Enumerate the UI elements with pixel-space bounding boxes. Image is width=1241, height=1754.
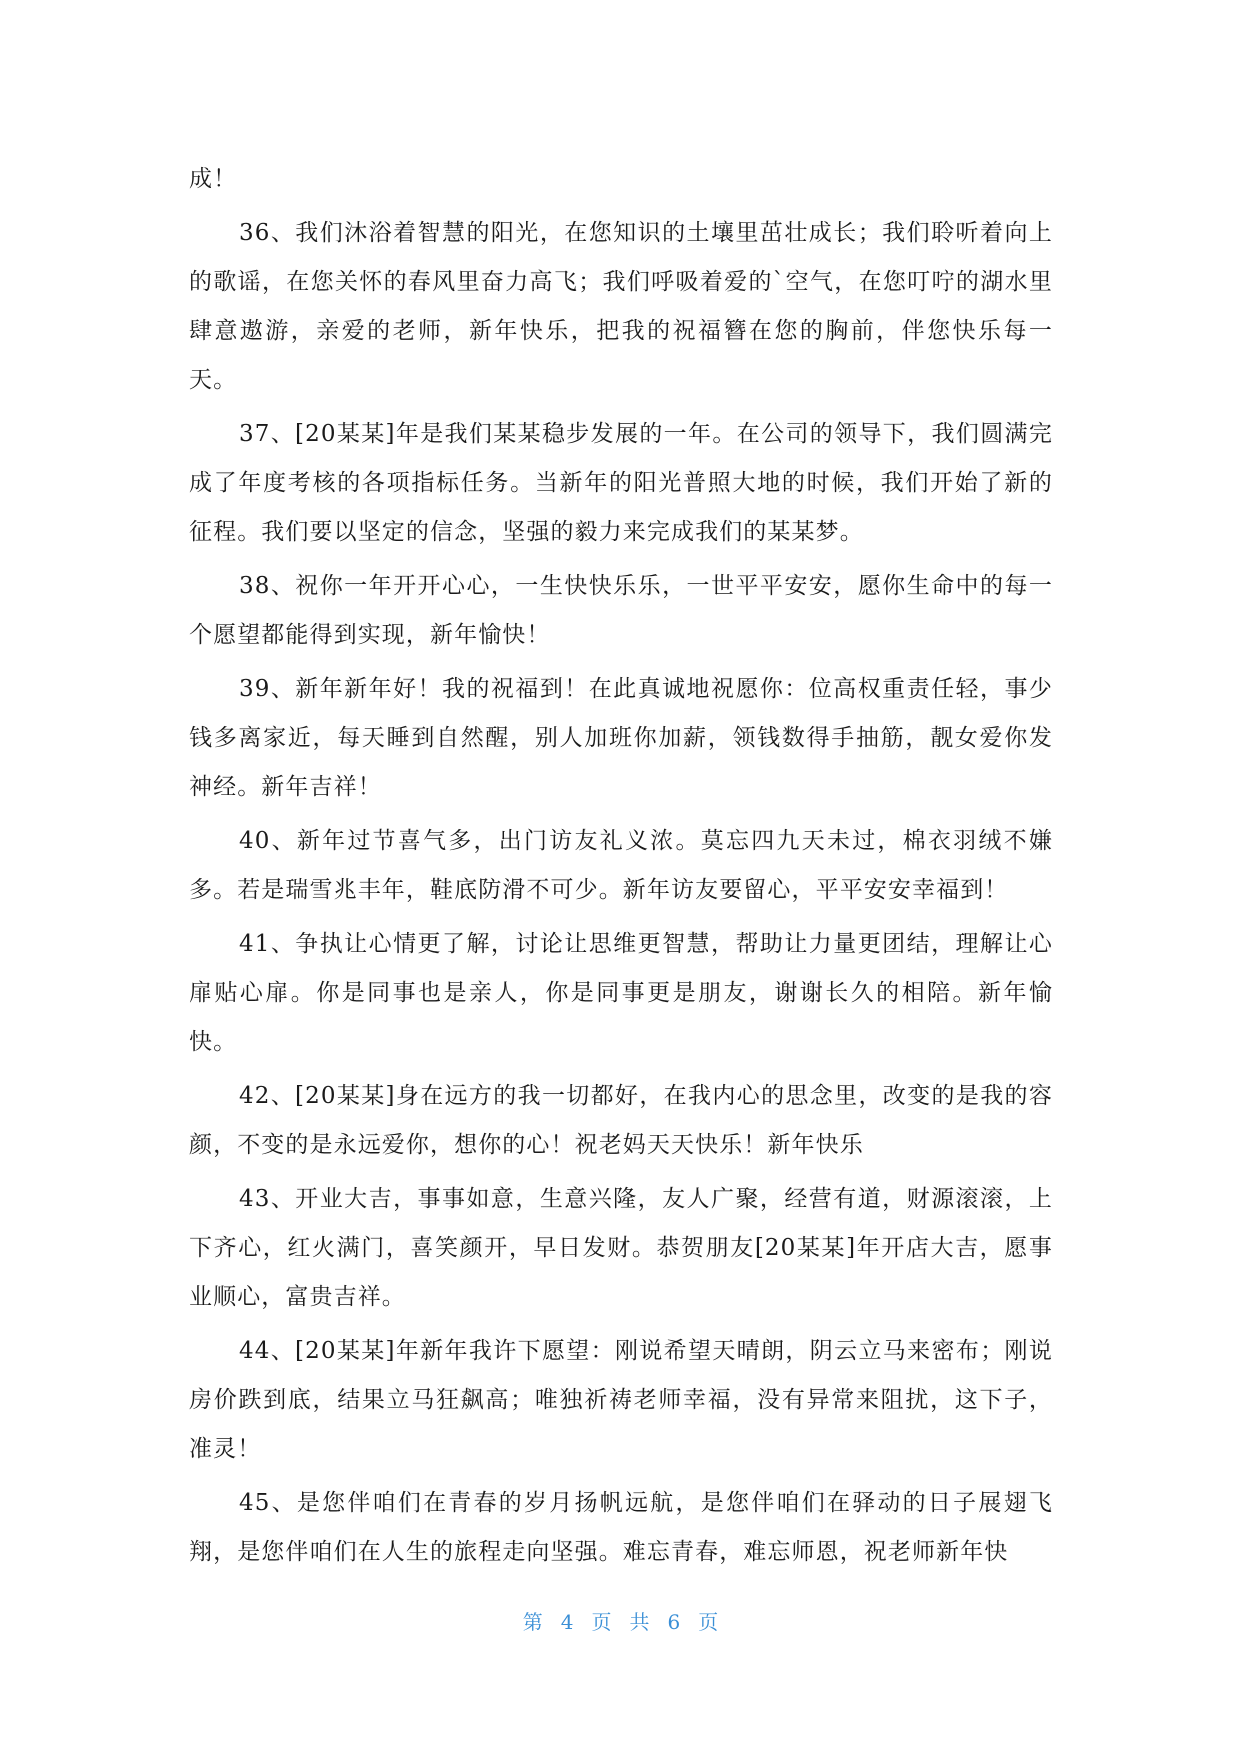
paragraph-37: 37、[20某某]年是我们某某稳步发展的一年。在公司的领导下，我们圆满完成了年度考核的各项指标任务。当新年的阳光普照大地的时候，我们开始了新的征程。我们要以坚定的信念，坚强的毅力来完成我们的某某梦。 <box>189 421 1053 545</box>
footer-label-di: 第 <box>522 1610 543 1634</box>
paragraph-41: 41、争执让心情更了解，讨论让思维更智慧，帮助让力量更团结，理解让心扉贴心扉。你是同事也是亲人，你是同事更是朋友，谢谢长久的相陪。新年愉快。 <box>189 931 1053 1055</box>
paragraph-continuation: 成！ <box>189 166 238 192</box>
footer-current-page: 4 <box>560 1610 574 1634</box>
footer-label-gong: 共 <box>629 1610 650 1634</box>
footer-label-ye: 页 <box>591 1610 612 1634</box>
paragraph-38: 38、祝你一年开开心心，一生快快乐乐，一世平平安安，愿你生命中的每一个愿望都能得到实现，新年愉快！ <box>189 573 1053 648</box>
document-body <box>189 155 1053 1582</box>
footer-label-ye-2: 页 <box>698 1610 719 1634</box>
paragraph-43: 43、开业大吉，事事如意，生意兴隆，友人广聚，经营有道，财源滚滚，上下齐心，红火满门，喜笑颜开，早日发财。恭贺朋友[20某某]年开店大吉，愿事业顺心，富贵吉祥。 <box>189 1186 1053 1310</box>
paragraph-42: 42、[20某某]身在远方的我一切都好，在我内心的思念里，改变的是我的容颜，不变的是永远爱你，想你的心！祝老妈天天快乐！新年快乐 <box>189 1083 1053 1158</box>
paragraph-40: 40、新年过节喜气多，出门访友礼义浓。莫忘四九天未过，棉衣羽绒不嫌多。若是瑞雪兆丰年，鞋底防滑不可少。新年访友要留心，平平安安幸福到！ <box>189 828 1053 903</box>
page-number-footer <box>0 1606 1241 1635</box>
paragraph-45: 45、是您伴咱们在青春的岁月扬帆远航，是您伴咱们在驿动的日子展翅飞翔，是您伴咱们在人生的旅程走向坚强。难忘青春，难忘师恩，祝老师新年快 <box>189 1490 1053 1565</box>
footer-total-pages: 6 <box>667 1610 681 1634</box>
paragraph-36: 36、我们沐浴着智慧的阳光，在您知识的土壤里茁壮成长；我们聆听着向上的歌谣，在您关怀的春风里奋力高飞；我们呼吸着爱的`空气，在您叮咛的湖水里肆意遨游，亲爱的老师，新年快乐，把我的祝福簪在您的胸前，伴您快乐每一天。 <box>189 220 1053 393</box>
paragraph-39: 39、新年新年好！我的祝福到！在此真诚地祝愿你：位高权重责任轻，事少钱多离家近，每天睡到自然醒，别人加班你加薪，领钱数得手抽筋，靓女爱你发神经。新年吉祥！ <box>189 676 1053 800</box>
paragraph-44: 44、[20某某]年新年我许下愿望：刚说希望天晴朗，阴云立马来密布；刚说房价跌到底，结果立马狂飙高；唯独祈祷老师幸福，没有异常来阻扰，这下子，准灵！ <box>189 1338 1053 1462</box>
